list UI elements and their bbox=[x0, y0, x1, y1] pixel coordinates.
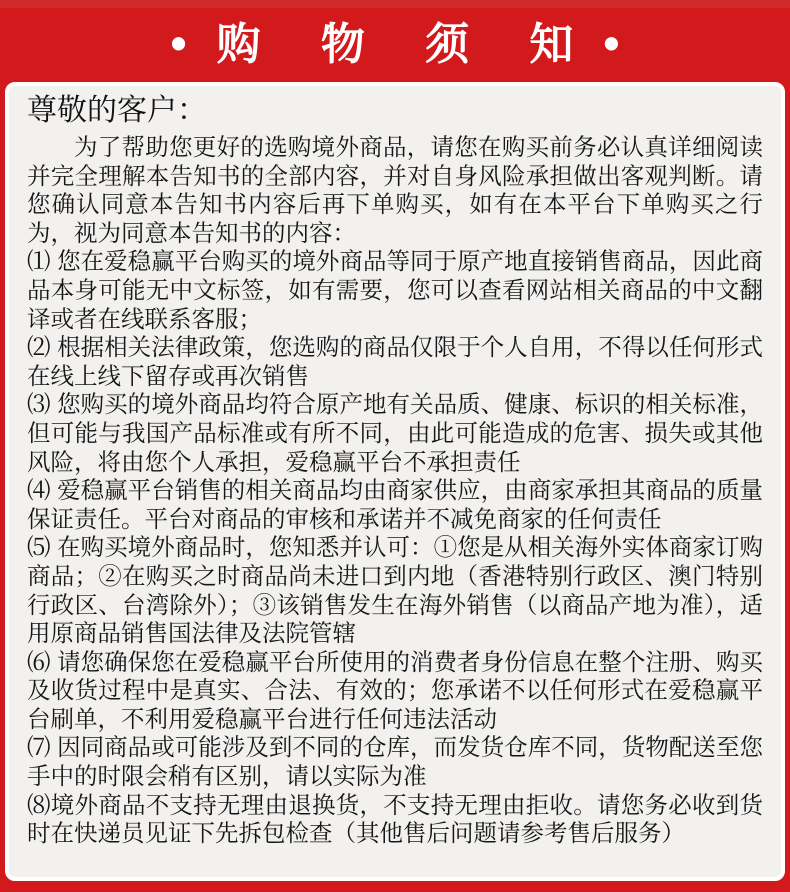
notice-item-7: ⑺ 因同商品或可能涉及到不同的仓库，而发货仓库不同，货物配送至您手中的时限会稍有区别，请以实际为准 bbox=[27, 734, 763, 790]
notice-item-1: ⑴ 您在爱稳赢平台购买的境外商品等同于原产地直接销售商品，因此商品本身可能无中文标签，如有需要，您可以查看网站相关商品的中文翻译或者在线联系客服； bbox=[27, 248, 763, 332]
notice-header bbox=[0, 8, 790, 82]
notice-item-3: ⑶ 您购买的境外商品均符合原产地有关品质、健康、标识的相关标准，但可能与我国产品标准或有所不同，由此可能造成的危害、损失或其他风险，将由您个人承担，爱稳赢平台不承担责任 bbox=[27, 391, 763, 475]
notice-card bbox=[5, 82, 785, 881]
page-title: 购 物 须 知 bbox=[216, 20, 598, 69]
title-dot-left-icon: • bbox=[170, 17, 187, 69]
intro-paragraph: 为了帮助您更好的选购境外商品，请您在购买前务必认真详细阅读并完全理解本告知书的全部内容，并对自身风险承担做出客观判断。请您确认同意本告知书内容后再下单购买，如有在本平台下单购买之行为，视为同意本告知书的内容： bbox=[27, 134, 763, 246]
top-accent-strip bbox=[0, 0, 790, 8]
title-dot-right-icon: • bbox=[603, 17, 620, 69]
notice-item-8: ⑻境外商品不支持无理由退换货，不支持无理由拒收。请您务必收到货时在快递员见证下先拆包检查（其他售后问题请参考售后服务） bbox=[27, 791, 763, 847]
notice-item-5: ⑸ 在购买境外商品时，您知悉并认可：①您是从相关海外实体商家订购商品；②在购买之时商品尚未进口到内地（香港特别行政区、澳门特别行政区、台湾除外）；③该销售发生在海外销售（以商品产地为准），适用原商品销售国法律及法院管辖 bbox=[27, 534, 763, 647]
greeting-heading: 尊敬的客户： bbox=[27, 94, 207, 127]
notice-item-2: ⑵ 根据相关法律政策，您选购的商品仅限于个人自用，不得以任何形式在线上线下留存或再次销售 bbox=[27, 334, 763, 389]
notice-item-6: ⑹ 请您确保您在爱稳赢平台所使用的消费者身份信息在整个注册、购买及收货过程中是真实、合法、有效的；您承诺不以任何形式在爱稳赢平台刷单，不利用爱稳赢平台进行任何违法活动 bbox=[27, 648, 763, 732]
notice-item-4: ⑷ 爱稳赢平台销售的相关商品均由商家供应，由商家承担其商品的质量保证责任。平台对商品的审核和承诺并不减免商家的任何责任 bbox=[27, 477, 763, 532]
